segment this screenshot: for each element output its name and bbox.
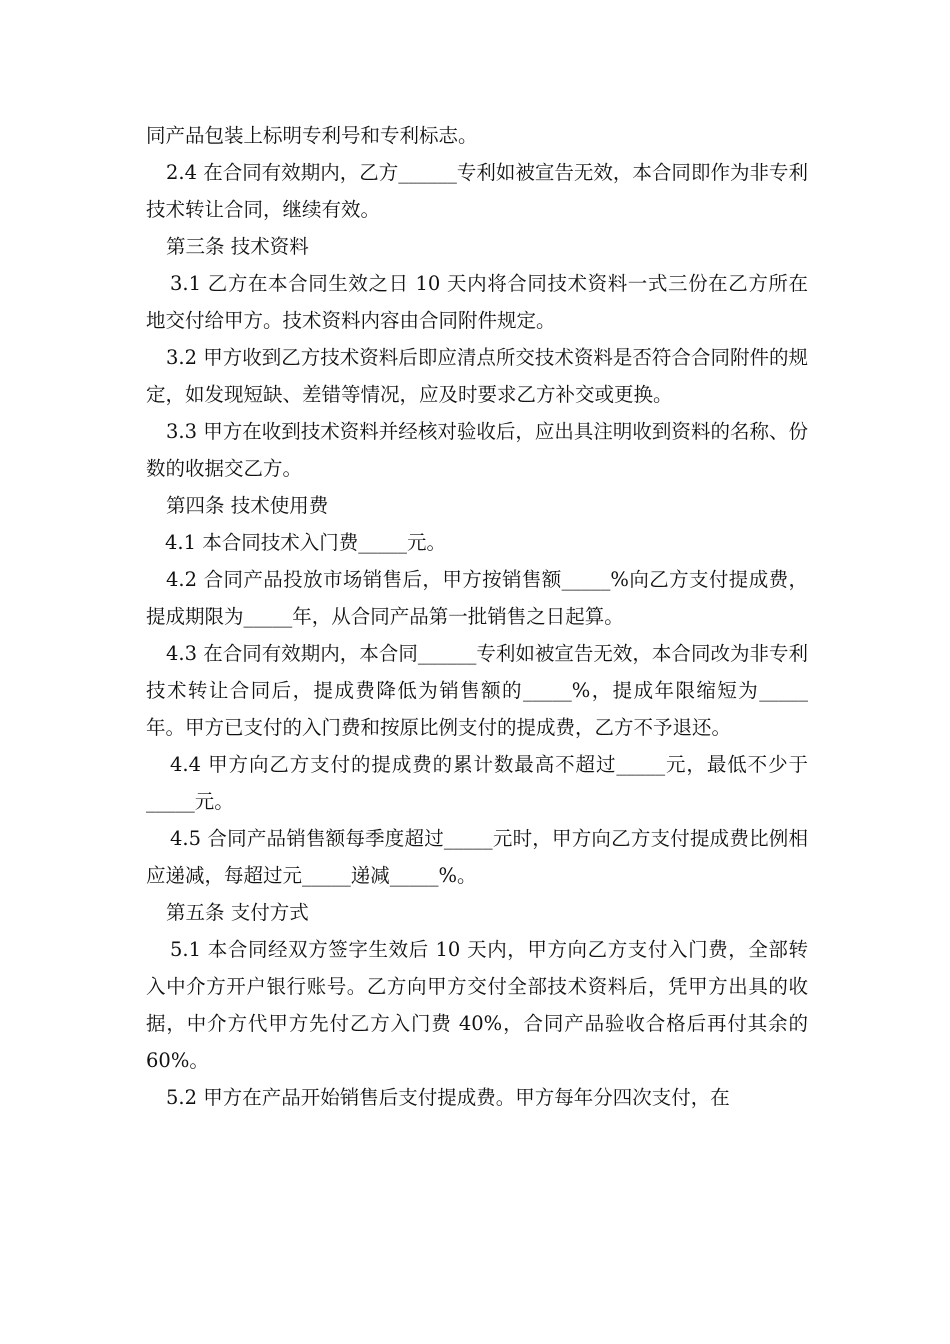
clause-4-3: 4.3 在合同有效期内，本合同______专利如被宣告无效，本合同改为非专利技术转让合同后，提成费降低为销售额的_____%，提成年限缩短为_____年。甲方已支付的入门费和按原比例支付的提成费，乙方不予退还。 [146,642,808,739]
clause-4-2: 4.2 合同产品投放市场销售后，甲方按销售额_____%向乙方支付提成费，提成期限为_____年，从合同产品第一批销售之日起算。 [146,568,808,628]
paragraph-packaging-patent: 同产品包装上标明专利号和专利标志。 [146,124,478,147]
clause-5-1: 5.1 本合同经双方签字生效后 10 天内，甲方向乙方支付入门费，全部转入中介方开户银行账号。乙方向甲方交付全部技术资料后，凭甲方出具的收据，中介方代甲方先付乙方入门费 40%，合同产品验收合格后再付其余的 60%。 [146,938,808,1072]
clause-2-4: 2.4 在合同有效期内，乙方______专利如被宣告无效，本合同即作为非专利技术转让合同，继续有效。 [146,161,808,221]
clause-4-4: 4.4 甲方向乙方支付的提成费的累计数最高不超过_____元，最低不少于_____元。 [146,753,808,813]
clause-3-1: 3.1 乙方在本合同生效之日 10 天内将合同技术资料一式三份在乙方所在地交付给甲方。技术资料内容由合同附件规定。 [146,272,808,332]
article-5-heading: 第五条 支付方式 [166,901,309,924]
clause-3-2: 3.2 甲方收到乙方技术资料后即应清点所交技术资料是否符合合同附件的规定，如发现短缺、差错等情况，应及时要求乙方补交或更换。 [146,346,808,406]
document-body [146,117,808,1116]
clause-5-2: 5.2 甲方在产品开始销售后支付提成费。甲方每年分四次支付，在 [166,1086,730,1109]
clause-4-5: 4.5 合同产品销售额每季度超过_____元时，甲方向乙方支付提成费比例相应递减，每超过元_____递减_____%。 [146,827,808,887]
clause-3-3: 3.3 甲方在收到技术资料并经核对验收后，应出具注明收到资料的名称、份数的收据交乙方。 [146,420,808,480]
clause-4-1: 4.1 本合同技术入门费_____元。 [165,531,446,554]
article-3-heading: 第三条 技术资料 [166,235,309,258]
article-4-heading: 第四条 技术使用费 [166,494,329,517]
